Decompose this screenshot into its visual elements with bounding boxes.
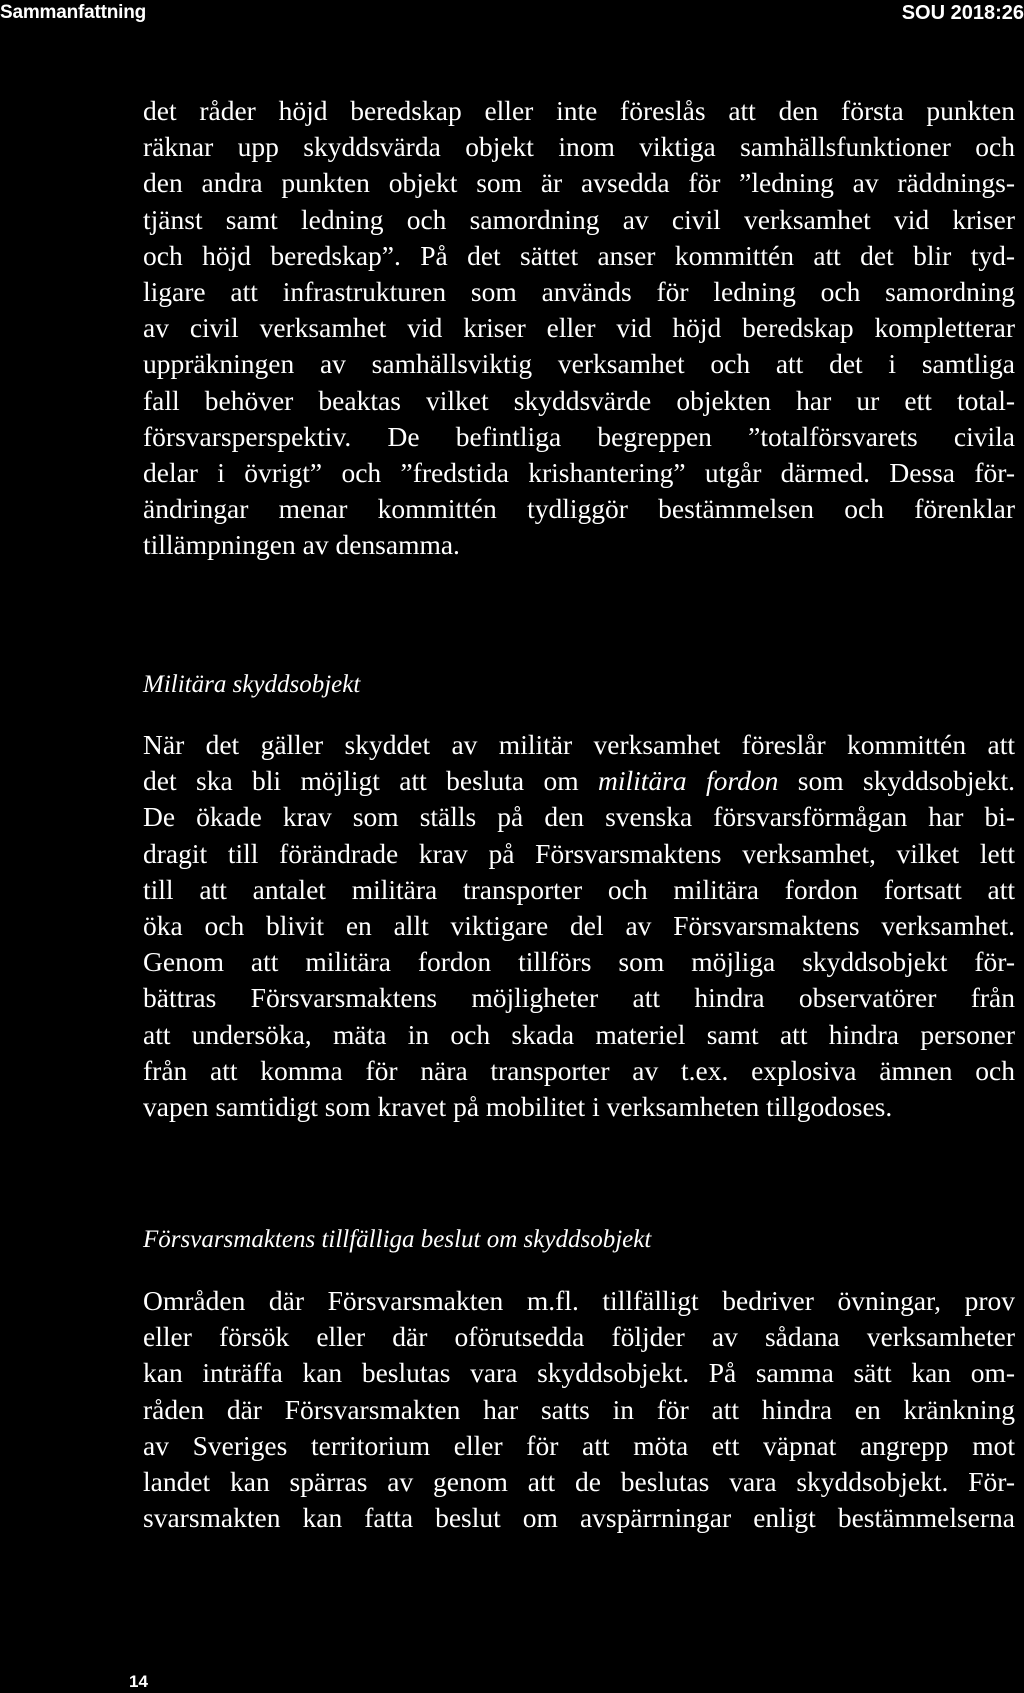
text-line: öka och blivit en allt viktigare del av Försvarsmaktens verksamhet.: [143, 910, 1015, 942]
text-line: delar i övrigt” och ”fredstida krishantering” utgår därmed. Dessa för-: [143, 457, 1015, 489]
text-line: till att antalet militära transporter och militära fordon fortsatt att: [143, 873, 1015, 905]
text-line: bättras Försvarsmaktens möjligheter att hindra observatörer från: [143, 982, 1015, 1014]
text-line: tjänst samt ledning och samordning av civil verksamhet vid kriser: [143, 203, 1015, 235]
text-line: uppräkningen av samhällsviktig verksamhet och att det i samtliga: [143, 348, 1015, 380]
text-line: från att komma för nära transporter av t.ex. explosiva ämnen och: [143, 1054, 1015, 1086]
running-head: [0, 0, 1024, 34]
text-line: och höjd beredskap”. På det sättet anser kommittén att det blir tyd-: [143, 239, 1015, 271]
text-line: försvarsperspektiv. De befintliga begreppen ”totalförsvarets civila: [143, 420, 1015, 452]
text-line: dragit till förändrade krav på Försvarsmaktens verksamhet, vilket lett: [143, 837, 1015, 869]
text-segment: det ska bli möjligt att besluta om: [143, 765, 599, 797]
text-line: eller försök eller där oförutsedda följder av sådana verksamheter: [143, 1321, 1015, 1353]
paragraph-1: [143, 93, 1015, 564]
text-line: ändringar menar kommittén tydliggör bestämmelsen och förenklar: [143, 493, 1015, 525]
text-line: råden där Försvarsmakten har satts in för att hindra en kränkning: [143, 1393, 1015, 1425]
text-segment: som skyddsobjekt.: [778, 765, 1016, 797]
text-line: Områden där Försvarsmakten m.fl. tillfälligt bedriver övningar, prov: [143, 1285, 1015, 1316]
text-line: landet kan spärras av genom att de beslutas vara skyddsobjekt. För-: [143, 1466, 1015, 1498]
text-line: fall behöver beaktas vilket skyddsvärde objekten har ur ett total-: [143, 384, 1015, 416]
text-line: av Sveriges territorium eller för att möta ett väpnat angrepp mot: [143, 1429, 1015, 1461]
text-line: vapen samtidigt som kravet på mobilitet i verksamheten tillgodoses.: [143, 1091, 893, 1123]
text-line: kan inträffa kan beslutas vara skyddsobjekt. På samma sätt kan om-: [143, 1357, 1015, 1389]
section-title: Sammanfattning: [0, 2, 147, 23]
page-number: 14: [129, 1672, 148, 1691]
text-line: den andra punkten objekt som är avsedda för ”ledning av räddnings-: [143, 167, 1015, 199]
text-line: ligare att infrastrukturen som används för ledning och samordning: [143, 276, 1015, 308]
paragraph-2: [143, 727, 1015, 1125]
paragraph-3: [143, 1283, 1015, 1536]
text-line-with-emphasis: [143, 763, 1015, 799]
section-heading-temporary-decisions: Försvarsmaktens tillfälliga beslut om skyddsobjekt: [143, 1226, 652, 1253]
text-line: Genom att militära fordon tillförs som möjliga skyddsobjekt för-: [143, 946, 1015, 978]
text-line: det råder höjd beredskap eller inte föreslås att den första punkten: [143, 95, 1015, 126]
report-id: SOU 2018:26: [901, 2, 1024, 24]
section-heading-military-objects: Militära skyddsobjekt: [143, 671, 361, 698]
emphasis-military-vehicles: militära fordon: [598, 765, 779, 797]
text-line: räknar upp skyddsvärda objekt inom viktiga samhällsfunktioner och: [143, 131, 1015, 163]
text-line: svarsmakten kan fatta beslut om avspärrningar enligt bestämmelserna: [143, 1502, 1015, 1534]
text-line: tillämpningen av densamma.: [143, 529, 460, 561]
text-line: av civil verksamhet vid kriser eller vid höjd beredskap kompletterar: [143, 312, 1015, 344]
text-line: De ökade krav som ställs på den svenska försvarsförmågan har bi-: [143, 801, 1015, 833]
text-line: När det gäller skyddet av militär verksamhet föreslår kommittén att: [143, 729, 1015, 760]
text-line: att undersöka, mäta in och skada materiel samt att hindra personer: [143, 1018, 1015, 1050]
